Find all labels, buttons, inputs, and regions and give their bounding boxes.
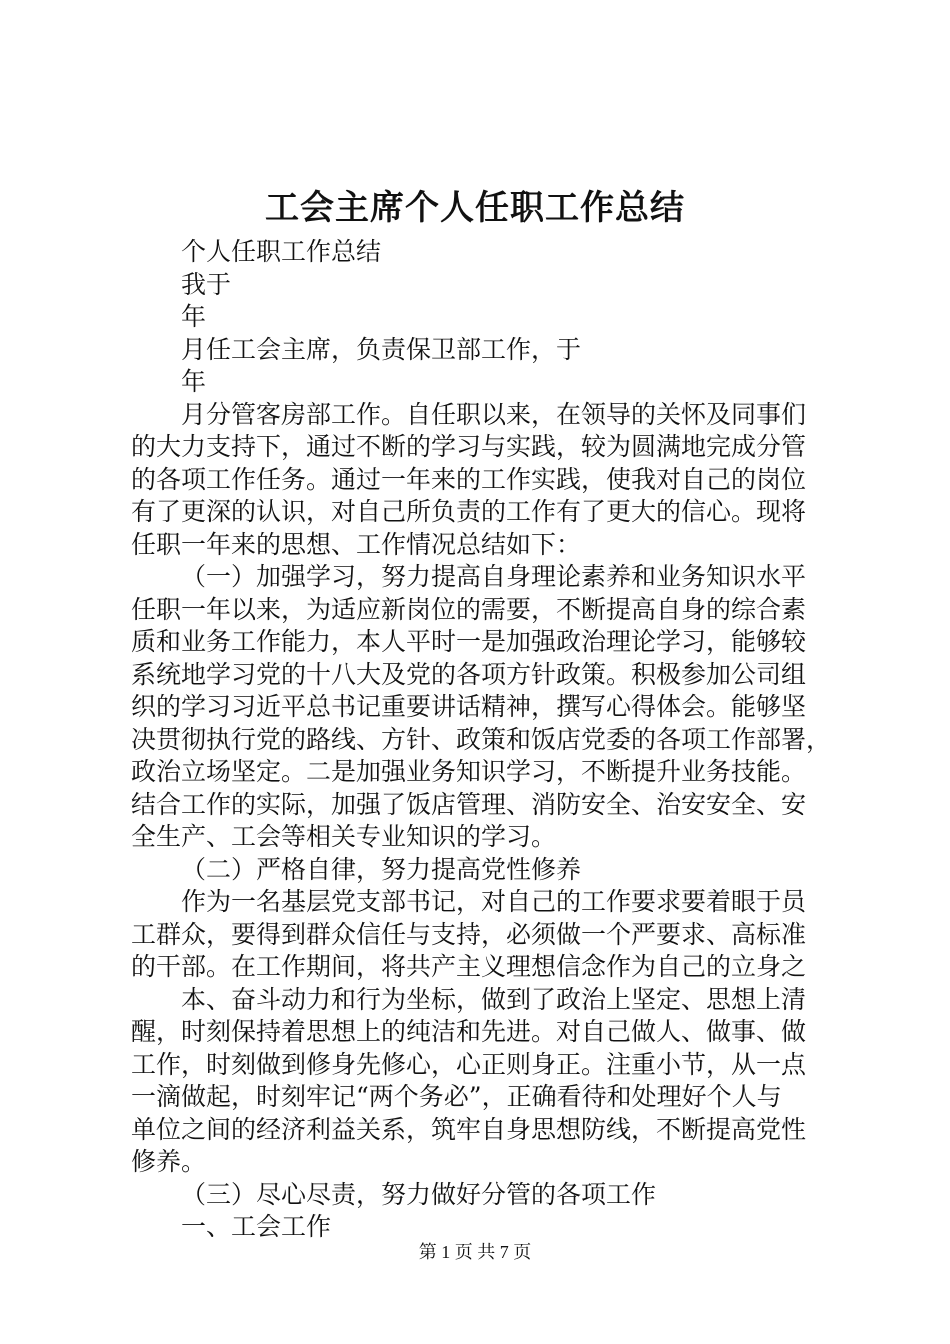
body-line: 醒，时刻保持着思想上的纯洁和先进。对自己做人、做事、做 [131, 1017, 807, 1046]
body-line: 作为一名基层党支部书记，对自己的工作要求要着眼于员 [181, 887, 807, 916]
subsection-heading: 一、工会工作 [181, 1212, 332, 1241]
body-line: 政治立场坚定。二是加强业务知识学习，不断提升业务技能。 [131, 757, 807, 786]
body-line: 的干部。在工作期间，将共产主义理想信念作为自己的立身之 [131, 952, 807, 981]
body-line: 工作，时刻做到修身先修心，心正则身正。注重小节，从一点 [131, 1049, 807, 1079]
body-line: 系统地学习党的十八大及党的各项方针政策。积极参加公司组 [131, 659, 807, 689]
body-line: 年 [181, 367, 207, 396]
body-line: 工群众，要得到群众信任与支持，必须做一个严要求、高标准 [131, 919, 807, 949]
body-line: 决贯彻执行党的路线、方针、政策和饭店党委的各项工作部署， [131, 724, 832, 754]
section-heading: （二）严格自律，努力提高党性修养 [181, 854, 582, 884]
body-line: 质和业务工作能力，本人平时一是加强政治理论学习，能够较 [131, 627, 807, 656]
body-line: 全生产、工会等相关专业知识的学习。 [131, 822, 557, 851]
body-line: 的大力支持下，通过不断的学习与实践，较为圆满地完成分管 [131, 432, 807, 461]
body-line: 有了更深的认识，对自己所负责的工作有了更大的信心。现将 [131, 497, 807, 526]
body-line: 月分管客房部工作。自任职以来，在领导的关怀及同事们 [181, 399, 807, 429]
body-line: 月任工会主席，负责保卫部工作，于 [181, 334, 582, 364]
body-line: 年 [181, 302, 207, 331]
document-body [131, 236, 841, 1244]
body-line: 任职一年以来，为适应新岗位的需要，不断提高自身的综合素 [131, 594, 807, 624]
body-line: 个人任职工作总结 [181, 237, 382, 266]
body-line: 织的学习习近平总书记重要讲话精神，撰写心得体会。能够坚 [131, 692, 807, 721]
body-line: 任职一年来的思想、工作情况总结如下： [131, 529, 582, 559]
section-heading: （一）加强学习，努力提高自身理论素养和业务知识水平 [181, 562, 807, 591]
section-heading: （三）尽心尽责，努力做好分管的各项工作 [181, 1179, 657, 1209]
body-line: 本、奋斗动力和行为坐标，做到了政治上坚定、思想上清 [181, 984, 807, 1014]
body-line: 我于 [181, 269, 232, 299]
body-line: 一滴做起，时刻牢记“两个务必”，正确看待和处理好个人与 [131, 1082, 782, 1111]
body-line: 单位之间的经济利益关系，筑牢自身思想防线，不断提高党性 [131, 1114, 807, 1144]
body-line: 结合工作的实际，加强了饭店管理、消防安全、治安安全、安 [131, 789, 807, 819]
body-line: 修养。 [131, 1147, 207, 1176]
page-footer: 第 1 页 共 7 页 [418, 1242, 532, 1262]
document-title: 工会主席个人任职工作总结 [265, 188, 685, 228]
body-line: 的各项工作任务。通过一年来的工作实践，使我对自己的岗位 [131, 464, 807, 494]
